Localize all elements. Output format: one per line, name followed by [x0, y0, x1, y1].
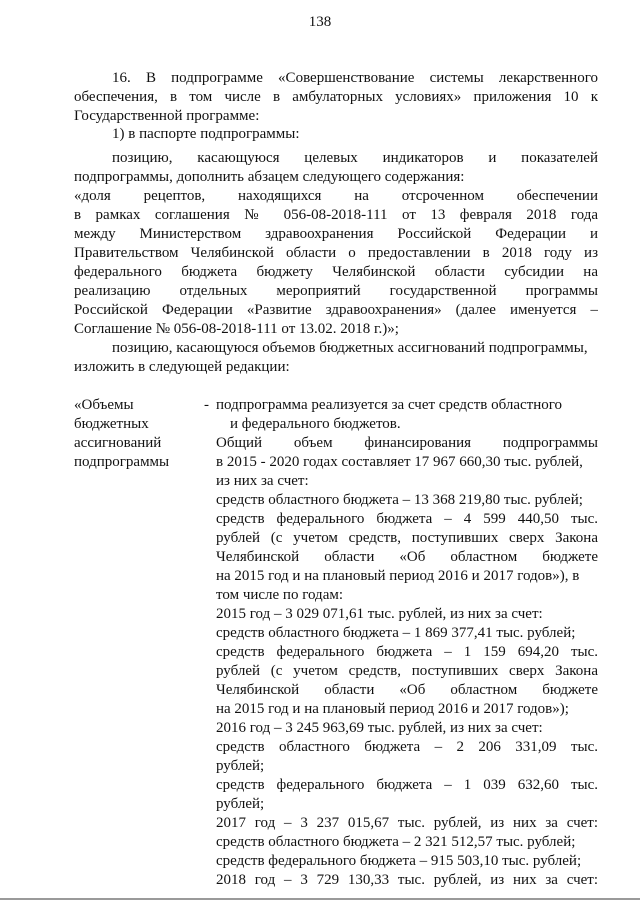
table-content-line: подпрограмма реализуется за счет средств областного [216, 397, 563, 413]
table-term-line: подпрограммы [74, 454, 170, 470]
paragraph-line: Правительством Челябинской области о предоставлении в 2018 году из [74, 245, 598, 261]
paragraph-line: позицию, касающуюся целевых индикаторов и показателей [112, 150, 598, 166]
table-content-line: и федерального бюджетов. [230, 416, 401, 432]
paragraph-line: Российской Федерации «Развитие здравоохранения» (далее именуется – [74, 302, 598, 318]
table-content-line: 2015 год – 3 029 071,61 тыс. рублей, из них за счет: [216, 606, 543, 622]
table-content-line: 2018 год – 3 729 130,33 тыс. рублей, из них за счет: [216, 872, 598, 888]
table-content-line: рублей; [216, 758, 265, 774]
table-content-line: средств федерального бюджета – 4 599 440,50 тыс. [216, 511, 598, 527]
table-content-line: из них за счет: [216, 473, 309, 489]
paragraph-line: обеспечения, в том числе в амбулаторных условиях» приложения 10 к [74, 89, 598, 105]
table-content-line: средств федерального бюджета – 1 039 632,60 тыс. [216, 777, 598, 793]
table-content-line: средств областного бюджета – 1 869 377,41 тыс. рублей; [216, 625, 576, 641]
table-content-line: в 2015 - 2020 годах составляет 17 967 660,30 тыс. рублей, [216, 454, 583, 470]
table-content-line: средств федерального бюджета – 915 503,10 тыс. рублей; [216, 853, 582, 869]
paragraph-line: между Министерством здравоохранения Российской Федерации и [74, 226, 598, 242]
table-content-line: средств федерального бюджета – 1 159 694,20 тыс. [216, 644, 598, 660]
paragraph-line: позицию, касающуюся объемов бюджетных ассигнований подпрограммы, [112, 340, 588, 356]
table-content-line: средств областного бюджета – 13 368 219,80 тыс. рублей; [216, 492, 583, 508]
table-content-line: 2016 год – 3 245 963,69 тыс. рублей, из них за счет: [216, 720, 543, 736]
scan-edge [0, 898, 640, 900]
table-content-line: рублей (с учетом средств, поступивших сверх Закона [216, 530, 598, 546]
table-content-line: средств областного бюджета – 2 206 331,09 тыс. [216, 739, 598, 755]
table-content-line: Челябинской области «Об областном бюджете [216, 682, 598, 698]
table-term-line: ассигнований [74, 435, 162, 451]
table-content-line: 2017 год – 3 237 015,67 тыс. рублей, из них за счет: [216, 815, 598, 831]
table-content-line: на 2015 год и на плановый период 2016 и 2017 годов»), в [216, 568, 580, 584]
table-dash: - [204, 397, 209, 413]
paragraph-line: изложить в следующей редакции: [74, 359, 290, 375]
paragraph-line: федерального бюджета бюджету Челябинской области субсидии на [74, 264, 598, 280]
paragraph-line: Государственной программе: [74, 108, 260, 124]
paragraph-line: Соглашение № 056-08-2018-111 от 13.02. 2018 г.)»; [74, 321, 399, 337]
table-term-line: бюджетных [74, 416, 149, 432]
table-content-line: том числе по годам: [216, 587, 344, 603]
paragraph-line: в рамках соглашения № 056-08-2018-111 от 13 февраля 2018 года [74, 207, 598, 223]
paragraph-line: подпрограммы, дополнить абзацем следующего содержания: [74, 169, 465, 185]
table-content-line: Челябинской области «Об областном бюджете [216, 549, 598, 565]
paragraph-line: 1) в паспорте подпрограммы: [112, 126, 300, 142]
table-content-line: средств областного бюджета – 2 321 512,57 тыс. рублей; [216, 834, 576, 850]
table-content-line: рублей (с учетом средств, поступивших сверх Закона [216, 663, 598, 679]
table-content-line: на 2015 год и на плановый период 2016 и 2017 годов»); [216, 701, 569, 717]
paragraph-line: 16. В подпрограмме «Совершенствование системы лекарственного [112, 70, 598, 86]
paragraph-line: реализацию отдельных мероприятий государственной программы [74, 283, 598, 299]
table-term-line: «Объемы [74, 397, 134, 413]
page-number: 138 [308, 14, 332, 30]
paragraph-line: «доля рецептов, находящихся на отсроченном обеспечении [74, 188, 598, 204]
table-content-line: рублей; [216, 796, 265, 812]
table-content-line: Общий объем финансирования подпрограммы [216, 435, 598, 451]
